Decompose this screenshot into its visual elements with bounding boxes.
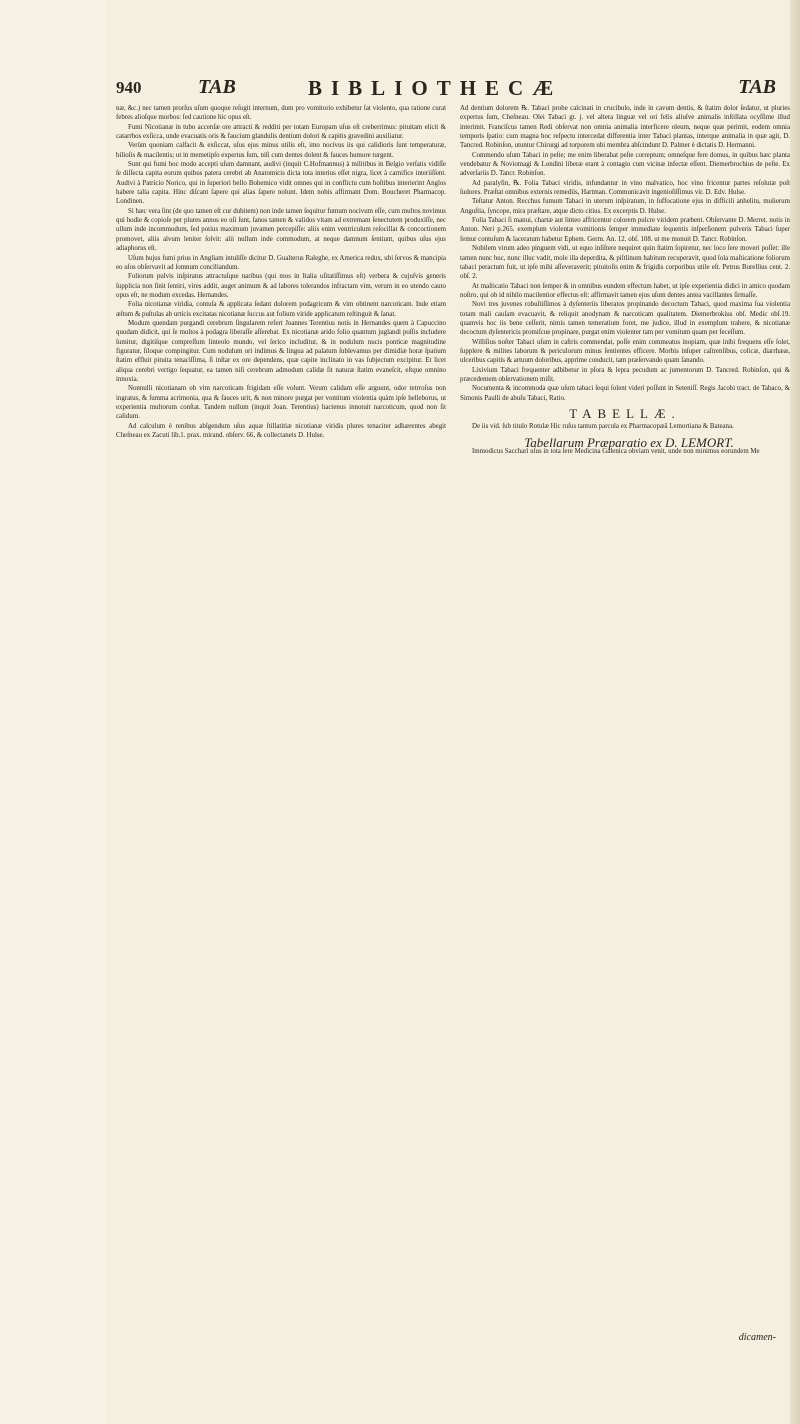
paragraph: Nocumenta & incommoda quæ uſum tabaci ſequi ſolent videri poſſunt in Seteniſſ. Regis Jacobi tract. de Tabaco, & Simonis Paulli de abuſu Tabaci, Ratio. [460, 385, 790, 402]
paragraph: Fumi Nicotianæ in tubo accenſæ ore attracti & redditi per totam Europam uſus eſt creberrimus: pituitam elicit & catarrhos exſicca, unde evacuatis oris & faucium glandulis dentium dolori & capitis gravedini auxiliatur. [116, 123, 446, 141]
paragraph: At maſticatio Tabaci non ſemper & in omnibus eundem effectum habet, ut ipſe experientia didici in amico quodam noſtro, qui ob id nihilo macilentior effectus eſt: affirmavit tamen ejus uſum dentes antea vacillantes ſirmaſſe. [460, 282, 790, 299]
header-title: BIBLIOTHECÆ [308, 76, 563, 100]
paragraph: Novi tres juvenes robuſtiſſimos à dyſenteriis liberatos propinando decoctum Tabaci, quod maxima ſua violentia totam mali cauſam evacuavit, & reliquit anodynam & narcoticam qualitatem. Diemerbrokius obſ. Medic obſ.19. quamvis hoc iis bene ceſſerit, nimis tamen temeratium foret, me judice, illud in exemplum trahere, & nicotianæ decoctum dyſentericis promiſcue propinare, purgat enim violenter tam per vomitum quam per ſeceſſum. [460, 301, 790, 337]
page-margin [0, 0, 106, 1424]
paragraph: Williſius noſter Tabaci uſum in caſtris commendat, poſſe enim commeatus inopiam, quæ inibi frequens eſſe ſolet, ſupplere & milites laborum & periculorum minus ſentientes efficere. Morbis inſuper caſtrenſibus, colicæ, diarrhææ, ulceribus capitis & artuum doloribus, apprime conducit, tam præſervando quam ſanando. [460, 338, 790, 365]
paragraph: Sunt qui fumi hoc modo accepti uſum damnant, audivi (inquit C.Hofmannus) à militibus in Belgio verſatis vidiſſe ſe diſſecta capita eorum quibus patera cerebri ab Anatomicis dicta tota interius eſſet nigra, licet à carnifice interiiſſent. Audivi à Patricio Norico, qui in ſuperiori bello Bohemico vidit omnes qui in conflictu cum hoſtibus interierint Anglos habere talia capita. Hinc diſcant ſapere qui alias ſapere nolunt. Idem nobis affirmant Dom. Boucheret Pharmacop. Londinen. [116, 161, 446, 206]
paragraph: Teſtatur Anton. Recchus fumum Tabaci in uterum inſpiratum, in ſuffocatione ejus in difficili anhelitu, mulierum Anguſtia, ſyncope, mira præſtare, atque dicto citius. Ex excerptis D. Hulse. [460, 198, 790, 215]
paragraph: Lixivium Tabaci frequenter adhibetur in pſora & lepra pecudum ac jumentorum D. Tancred. Robinſon, qui & præcedentem obſervationem miſit. [460, 366, 790, 383]
subsection-title: Tabellarum Præparatio ex D. LEMORT. [524, 434, 734, 450]
paragraph: Foliorum pulvis inſpiratus attractuſque naribus (qui mos in Italia uſitatiſſimus eſt) verbera & cujuſvis generis ſupplicia non ſinit ſentiri, vires addit, auget animum & ad labores tolerandos infractam vim, verum in eo utendo cauto opus eſt, ne modum excedas. Hernandes. [116, 273, 446, 299]
right-column [460, 104, 790, 1334]
page-number: 940 [116, 78, 142, 97]
paragraph: Modum quendam purgandi cerebrum ſingularem refert Joannes Terentius notis in Hernandes quem à Capuccino quodam didicit, qui ſe multos à podagra liberaſſe aſſerebat. Ex nicotianæ arido folio quantum juglandi poſſis includere ſumitur, digitiſque compreſſum linteolo mundo, vel ſerico includitur, & in nodulum nucis ponticæ magnitudine figuratur, ſiloque compingitur. Cum nodulum ori indimus & lingua ad palatum ſublevamus per dimidiæ horæ ſpatium ſtatim effluit pituita tenaciſſima, ſi inſtar ex ore dependens, quæ capite inclinato in vas ſubjectum excipitur. Et licet aliqua cerebri vertigo ſequatur, ea tamen niſi cerebrum admodum calidæ ſit naturæ ſtatim evaneſcit, eſtque omnino innoxia. [116, 319, 446, 383]
paragraph: Ad dentium dolorem ℞. Tabaci probe calcinati in crucibulo, inde in cavum dentis, & ſtatim dolor ſedatur, ut pluries expertus ſum, Cheſneau. Olei Tabaci gt. j. vel altera linguæ vel ori felis aliuſve animalis inſtillata ocyſſime illud interimit. Franciſcus tamen Redi obſervat non omnia animalia interficere oleum, neque quæ perimit, eodem omnia temporis ſpatio: cum magna hoc reſpectu intercedat differentia inter Tabaci plantas, interque animalia in quæ agit, D. Tancred. Robinſon, utuntur Chirurgi ad torporem ubi membra abſcindunt D. Palmer è dictatis D. Hermanni. [460, 105, 790, 150]
paragraph: Immodicus Saccharì uſus in tota ſere Medicina Galenica obviam venit, unde non minimus eorundem Me [472, 448, 760, 456]
paragraph: Folia nicotianæ viridia, contuſa & applicata ſedant dolorem podagricum & vim obtinent narcoticam. Inde etiam æſtum & puſtulas ab urticis excitatas nicotianæ ſuccus aut folium viride applicatum reſtinguit & ſanat. [116, 301, 446, 318]
paragraph: Ad calculum è renibus abſgendum uſus aquæ ſtillatitiæ nicotianæ viridis plures tenaciter adhærentes abegit Cheſneau ex Zacuti lib.1. prax. mirand. obſerv. 66, & collectaneis D. Hulse. [116, 422, 446, 440]
section-heading: TABELLÆ. [569, 406, 681, 421]
catchword: dicamen- [738, 1332, 776, 1343]
paragraph: De iis vid. ſub titulo Rotulæ Hic ruſus tantum parcula ex Pharmacopæâ Lemortiana & Bateana. [472, 423, 734, 431]
header-tab-left: TAB [198, 76, 236, 98]
paragraph: Si hæc vera ſint (de quo tamen eſt cur dubitem) non inde tamen ſequitur fumum nocivum eſſe, cum multos novimus qui hodie & copioſe per plures annos eo uſi ſunt, ſanos tamen & validos vitam ad extremam ſenectutem produxiſſe, nec ullum inde incommodum, ſed potius maximum juvamen percepiſſe: aliis enim ventriculum reſocillat & concoctionem promovet, aliis alvum leniter ſolvit: alii nullum inde commodum, at neque damnum ſentiunt, quibus uſus ejus adiaphorus eſt. [116, 207, 446, 253]
text-columns [116, 104, 790, 1334]
paragraph: Nonnulli nicotianam ob vim narcoticam frigidam eſſe volunt. Verum calidam eſſe arguunt, odor tetrroſus non ingratus, & ſumma acrimonia, qua & fauces urit, & non minore purgat per vomitum violentia quàm ipſe helleborus, ut experientia multorum conſtat. Tandem nullum (inquit Joan. Terentius) hactenus innotuit narcoticum, quod non ſit calidum. [116, 385, 446, 421]
paragraph: Ad paralyſin, ℞. Folia Tabaci viridis, infundantur in vino malvatico, hoc vino fricentur partes reſolutæ poſt ſudores. Præſtat omnibus externis remediis, Hartman. Communicavit ingenioſiſſimus vir. D. Edv. Hulse. [460, 179, 790, 197]
paragraph: næ, &c.) nec tamen prorſus uſum quoque reſugit internum, dum pro vomitorio exhibetur ſat violento, qua ratione curat febres alioſque morbos: ſed cautione hic opus eſt. [116, 105, 446, 122]
paragraph: Nobilem virum adeo pinguem vidi, ut equo inſiſtere nequiret quin ſtatim ſopiretur, nec loco ſere moveri poſſet: ille tamen nunc huc, nunc illuc vadit, mole illa deperdita, & piſtlinum habitum recuperavit, quod ſola maſticatione foliorum tabaci peractum fuit, ut ipſe mihi aſſeveraverit; pituitoſis enim & frigidis corporibus utile eſt. Petrus Borellius cent. 2. obſ. 2. [460, 245, 790, 281]
paragraph: Commendo uſum Tabaci in peſte; me enim liberabat peſte correptum; omneſque fere domus, in quibus hæc planta vendebatur & Noviomagi & Londini liberæ erant à contagio cum vicinæ infectæ eſſent. Diemerbrochius de peſte. Ex adverſariis D. Tancr. Robinſon. [460, 151, 790, 178]
paragraph: Folia Tabaci ſi manui, chartæ aut linteo affricentur colorem pulcre viridem præbent. Obſervante D. Merret. notis in Anton. Neri p.265. exemplum violentæ vomitionis ſemper immediate ſequentis inſperſionem pulveris Tabaci ſuper femur contuſum & laceratum habetur Ephem. Germ. An. 12. obſ. 108. ut me monuit D. Tancr. Robinſon. [460, 217, 790, 243]
paragraph: Uſum hujus fumi prius in Angliam intuliſſe dicitur D. Gualterus Raleghe, ex America redux, ubi ſervos & mancipia eo uſos obſervavit ad ſomnum conciliandum. [116, 254, 446, 271]
left-column [116, 104, 446, 1334]
page-edge-shadow [790, 0, 800, 1424]
paragraph: Verùm quoniam calfacit & exſiccat, uſus ejus minus utilis eſt, imo nocivus iis qui calidioris ſunt temperaturæ, bilioſis & macilentis; ut in memetipſo expertus ſum, niſi cum dentes dolent & fauces humore turgent. [116, 142, 446, 159]
header-tab-right: TAB [738, 76, 776, 98]
running-header [116, 74, 786, 104]
